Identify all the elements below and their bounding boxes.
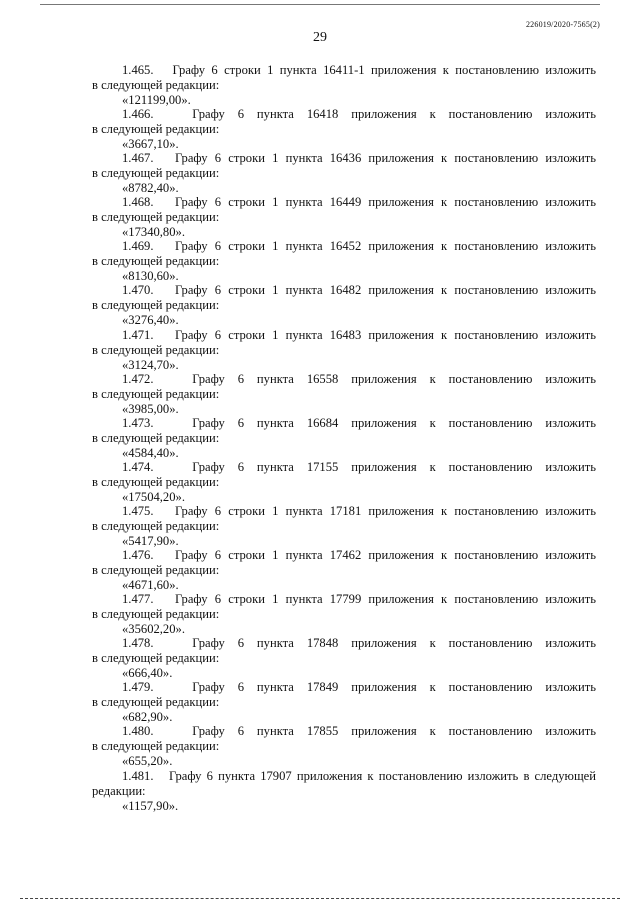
amendment-heading-line [92, 151, 596, 166]
amendment-text: Графу 6 строки 1 пункта 16449 приложения к постановлению изложить [175, 195, 596, 210]
amendment-item [92, 283, 596, 327]
amendment-item [92, 416, 596, 460]
amendment-heading-line [92, 636, 596, 651]
amendment-continuation-line: в следующей редакции: [92, 386, 220, 401]
document-id: 226019/2020-7565(2) [525, 20, 600, 29]
amendment-heading-line [92, 107, 596, 122]
amendment-item [92, 195, 596, 239]
item-number: 1.475. [122, 503, 154, 518]
amendment-item [92, 504, 596, 548]
amendment-heading-line [92, 372, 596, 387]
amendment-value: «3276,40». [122, 313, 179, 328]
item-number: 1.476. [122, 548, 154, 563]
amendment-continuation-line: в следующей редакции: [92, 651, 220, 666]
amendment-continuation-line: в следующей редакции: [92, 122, 220, 137]
amendment-item [92, 63, 596, 107]
amendment-heading-line [92, 416, 596, 431]
amendment-item [92, 769, 596, 813]
amendment-item [92, 328, 596, 372]
amendment-text: Графу 6 пункта 16558 приложения к постановлению изложить [192, 371, 596, 386]
amendment-continuation-line: в следующей редакции: [92, 342, 220, 357]
amendment-item [92, 460, 596, 504]
amendment-value: «17340,80». [122, 225, 185, 240]
amendment-continuation-line: в следующей редакции: [92, 695, 220, 710]
amendment-text: Графу 6 строки 1 пункта 17799 приложения к постановлению изложить [175, 592, 596, 607]
amendment-heading-line [92, 724, 596, 739]
amendment-text: Графу 6 строки 1 пункта 16411-1 приложения к постановлению изложить [172, 63, 596, 77]
amendment-value: «4671,60». [122, 578, 179, 593]
amendment-text: Графу 6 строки 1 пункта 16436 приложения к постановлению изложить [175, 151, 596, 166]
item-number: 1.466. [122, 107, 154, 122]
item-number: 1.478. [122, 636, 154, 651]
amendment-continuation-line: в следующей редакции: [92, 254, 220, 269]
amendment-heading-line [92, 195, 596, 210]
amendment-text: Графу 6 строки 1 пункта 16452 приложения к постановлению изложить [175, 239, 596, 254]
amendment-value: «17504,20». [122, 489, 185, 504]
bottom-border-line [20, 898, 620, 899]
amendment-value: «1157,90». [122, 798, 179, 813]
item-number: 1.468. [122, 195, 154, 210]
item-number: 1.473. [122, 415, 154, 430]
amendment-text: Графу 6 пункта 16684 приложения к постановлению изложить [192, 415, 596, 430]
amendment-continuation-line: в следующей редакции: [92, 518, 220, 533]
amendment-heading-line [92, 239, 596, 254]
amendment-value: «4584,40». [122, 445, 179, 460]
amendment-continuation-line: в следующей редакции: [92, 563, 220, 578]
amendment-text: Графу 6 строки 1 пункта 17181 приложения к постановлению изложить [175, 503, 596, 518]
amendment-continuation-line: в следующей редакции: [92, 78, 220, 92]
amendment-item [92, 107, 596, 151]
amendment-text: Графу 6 строки 1 пункта 16482 приложения к постановлению изложить [175, 283, 596, 298]
amendment-item [92, 592, 596, 636]
amendment-value: «3124,70». [122, 357, 179, 372]
amendment-text: Графу 6 пункта 17907 приложения к постановлению изложить в следующей [168, 768, 596, 783]
item-number: 1.469. [122, 239, 154, 254]
amendment-text: Графу 6 пункта 17855 приложения к постановлению изложить [192, 724, 596, 739]
amendment-text: Графу 6 строки 1 пункта 17462 приложения к постановлению изложить [175, 548, 596, 563]
amendment-item [92, 636, 596, 680]
amendment-item [92, 372, 596, 416]
amendment-continuation-line: в следующей редакции: [92, 474, 220, 489]
amendment-text: Графу 6 пункта 17155 приложения к постановлению изложить [192, 459, 596, 474]
amendment-text: Графу 6 пункта 17848 приложения к постановлению изложить [192, 636, 596, 651]
amendment-continuation-line: в следующей редакции: [92, 430, 220, 445]
amendment-item [92, 151, 596, 195]
amendment-heading-line [92, 63, 596, 78]
item-number: 1.471. [122, 327, 154, 342]
top-border-line [40, 4, 600, 5]
amendment-continuation-line: в следующей редакции: [92, 210, 220, 225]
page-number: 29 [313, 30, 327, 45]
item-number: 1.480. [122, 724, 154, 739]
item-number: 1.474. [122, 459, 154, 474]
item-number: 1.477. [122, 592, 154, 607]
amendment-heading-line [92, 592, 596, 607]
amendment-value: «655,20». [122, 754, 173, 769]
amendment-continuation-line: редакции: [92, 783, 146, 798]
item-number: 1.470. [122, 283, 154, 298]
amendment-text: Графу 6 строки 1 пункта 16483 приложения к постановлению изложить [175, 327, 596, 342]
amendment-heading-line [92, 548, 596, 563]
amendment-text: Графу 6 пункта 17849 приложения к постановлению изложить [192, 680, 596, 695]
amendment-value: «121199,00». [122, 93, 191, 107]
amendment-continuation-line: в следующей редакции: [92, 607, 220, 622]
amendment-value: «5417,90». [122, 533, 179, 548]
amendment-continuation-line: в следующей редакции: [92, 739, 220, 754]
amendment-value: «8130,60». [122, 269, 179, 284]
amendment-item [92, 239, 596, 283]
amendment-heading-line [92, 283, 596, 298]
amendment-value: «8782,40». [122, 181, 179, 196]
amendment-heading-line [92, 460, 596, 475]
item-number: 1.465. [122, 63, 154, 77]
amendment-item [92, 680, 596, 724]
item-number: 1.472. [122, 371, 154, 386]
amendment-heading-line [92, 769, 596, 784]
amendment-heading-line [92, 328, 596, 343]
amendment-value: «682,90». [122, 710, 173, 725]
amendment-text: Графу 6 пункта 16418 приложения к постановлению изложить [192, 107, 596, 122]
item-number: 1.481. [122, 768, 154, 783]
amendment-continuation-line: в следующей редакции: [92, 166, 220, 181]
amendment-value: «3667,10». [122, 137, 179, 152]
amendment-value: «666,40». [122, 666, 173, 681]
amendment-heading-line [92, 680, 596, 695]
document-body [92, 63, 596, 813]
amendment-value: «35602,20». [122, 622, 185, 637]
amendment-heading-line [92, 504, 596, 519]
item-number: 1.479. [122, 680, 154, 695]
amendment-continuation-line: в следующей редакции: [92, 298, 220, 313]
amendment-item [92, 548, 596, 592]
amendment-value: «3985,00». [122, 401, 179, 416]
amendment-item [92, 724, 596, 768]
item-number: 1.467. [122, 151, 154, 166]
